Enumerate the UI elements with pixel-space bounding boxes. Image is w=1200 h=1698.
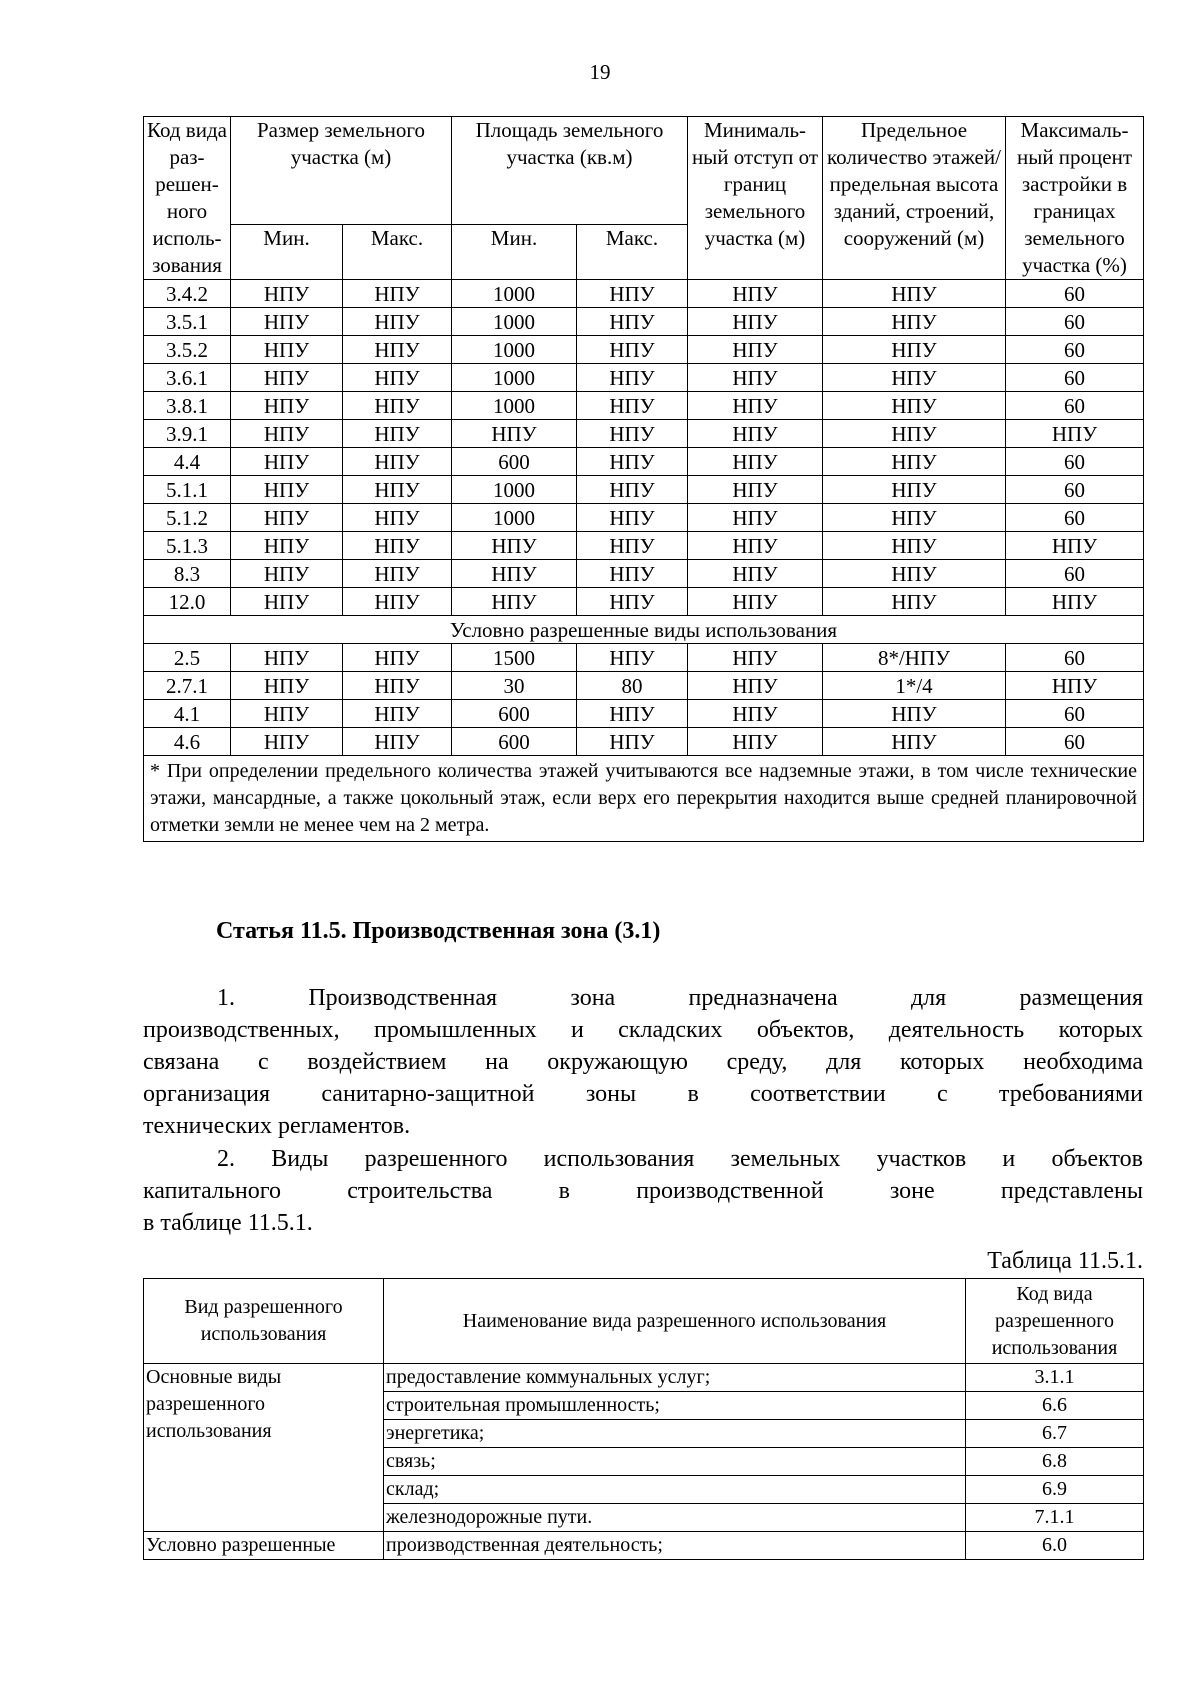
table1-conditional-rows [144,644,1144,756]
table-cell: 60 [1006,364,1144,392]
t2-header-kind: Вид разрешенного использования [144,1279,384,1364]
table-row [144,364,1144,392]
table-cell: НПУ [688,504,823,532]
paragraph-1-line-3: связана с воздействием на окружающую среду, для которых необходима [143,1049,1143,1075]
table-cell: НПУ [231,504,343,532]
table-cell: 60 [1006,644,1144,672]
table-cell: НПУ [688,392,823,420]
table-cell: НПУ [343,532,452,560]
table-cell: 60 [1006,728,1144,756]
table-cell: НПУ [1006,532,1144,560]
table-cell: НПУ [231,476,343,504]
table-cell: 5.1.3 [144,532,231,560]
table-cell: 1000 [452,392,577,420]
table-cell: НПУ [231,644,343,672]
table-cell: НПУ [823,728,1006,756]
table-row [144,532,1144,560]
table-cell: НПУ [577,364,688,392]
table-cell: 4.4 [144,448,231,476]
use-code: 7.1.1 [966,1504,1144,1532]
table-cell: НПУ [688,280,823,308]
paragraph-2-line-2: капитального строительства в производственной зоне представлены [143,1178,1143,1204]
header-plot-size: Размер земельного участка (м) [231,117,452,225]
use-code: 6.0 [966,1532,1144,1560]
table-cell: 8.3 [144,560,231,588]
table-cell: НПУ [688,364,823,392]
table-cell: НПУ [231,364,343,392]
table-cell: 60 [1006,504,1144,532]
table-cell: НПУ [231,560,343,588]
table-row [144,700,1144,728]
table-row [144,336,1144,364]
table-cell: НПУ [577,560,688,588]
table-cell: НПУ [343,420,452,448]
table-cell: НПУ [343,672,452,700]
table-cell: НПУ [688,728,823,756]
header-size-min: Мин. [231,225,343,280]
t2-header-name: Наименование вида разрешенного использования [384,1279,966,1364]
table-cell: НПУ [823,364,1006,392]
table-cell: НПУ [343,476,452,504]
use-name: связь; [384,1448,966,1476]
table-row [144,504,1144,532]
table-row [144,448,1144,476]
conditional-section-label: Условно разрешенные виды использования [144,616,1144,644]
use-code: 3.1.1 [966,1364,1144,1392]
header-size-max: Макс. [343,225,452,280]
table-cell: 1000 [452,308,577,336]
header-area-max: Макс. [577,225,688,280]
group-label: Основные виды разрешенного использования [144,1364,384,1532]
table-cell: НПУ [688,560,823,588]
table-cell: НПУ [823,476,1006,504]
table-cell: 1000 [452,280,577,308]
article-heading: Статья 11.5. Производственная зона (3.1) [216,918,661,944]
table-cell: 12.0 [144,588,231,616]
table-cell: 3.5.2 [144,336,231,364]
table-cell: НПУ [577,336,688,364]
table2-caption: Таблица 11.5.1. [987,1248,1143,1274]
table-row [144,280,1144,308]
table-cell: НПУ [823,420,1006,448]
table-cell: НПУ [688,308,823,336]
table-cell: НПУ [823,280,1006,308]
table-cell: 5.1.2 [144,504,231,532]
table-cell: НПУ [577,448,688,476]
use-code: 6.8 [966,1448,1144,1476]
table-row [144,392,1144,420]
table-cell: НПУ [231,448,343,476]
table-cell: 60 [1006,336,1144,364]
group-label: Условно разрешенные [144,1532,384,1560]
table-cell: НПУ [688,336,823,364]
permitted-use-table [143,1278,1144,1560]
table-cell: НПУ [823,588,1006,616]
table-cell: 1000 [452,504,577,532]
table-row [144,728,1144,756]
table-cell: НПУ [343,364,452,392]
table-cell: 3.8.1 [144,392,231,420]
use-name: железнодорожные пути. [384,1504,966,1532]
table-cell: 1500 [452,644,577,672]
table-row [144,1364,1144,1392]
table-cell: 3.5.1 [144,308,231,336]
table-cell: НПУ [343,700,452,728]
use-code: 6.6 [966,1392,1144,1420]
header-code: Код вида раз-решен-ного исполь-зования [144,117,231,280]
table-cell: НПУ [823,392,1006,420]
table-cell: 600 [452,448,577,476]
paragraph-1-line-2: производственных, промышленных и складских объектов, деятельность которых [143,1017,1143,1043]
land-parameters-table [143,116,1144,842]
table-row [144,672,1144,700]
table-cell: НПУ [1006,672,1144,700]
table-cell: 1*/4 [823,672,1006,700]
table-cell: НПУ [577,588,688,616]
table-cell: 4.1 [144,700,231,728]
use-name: энергетика; [384,1420,966,1448]
table-cell: 60 [1006,700,1144,728]
t2-header-code: Код вида разрешенного использования [966,1279,1144,1364]
use-name: склад; [384,1476,966,1504]
header-area-min: Мин. [452,225,577,280]
table-cell: 3.6.1 [144,364,231,392]
paragraph-2-line-1: 2. Виды разрешенного использования земельных участков и объектов [217,1146,1143,1172]
header-floors: Предельное количество этажей/ предельная высота зданий, строений, сооружений (м) [823,117,1006,280]
table-cell: НПУ [823,560,1006,588]
table-cell: НПУ [688,420,823,448]
use-name: производственная деятельность; [384,1532,966,1560]
table-cell: НПУ [231,280,343,308]
table-cell: НПУ [577,392,688,420]
table-cell: 3.4.2 [144,280,231,308]
t2-conditional-rows [144,1532,1144,1560]
table-cell: НПУ [688,532,823,560]
header-percent: Максималь-ный процент застройки в границах земельного участка (%) [1006,117,1144,280]
table-cell: 4.6 [144,728,231,756]
table-row [144,308,1144,336]
table-cell: 3.9.1 [144,420,231,448]
table-cell: НПУ [343,448,452,476]
table-cell: НПУ [231,532,343,560]
table-cell: НПУ [452,588,577,616]
table-cell: НПУ [1006,420,1144,448]
table1-main-rows [144,280,1144,616]
table-cell: НПУ [823,532,1006,560]
use-name: строительная промышленность; [384,1392,966,1420]
table-cell: НПУ [577,280,688,308]
table-cell: НПУ [688,476,823,504]
page-number: 19 [589,60,611,84]
table-cell: НПУ [688,588,823,616]
table-cell: НПУ [231,672,343,700]
table-cell: НПУ [231,420,343,448]
table-cell: НПУ [343,588,452,616]
table-cell: 30 [452,672,577,700]
paragraph-2-line-3: в таблице 11.5.1. [143,1210,313,1236]
table-cell: 1000 [452,476,577,504]
table-row [144,588,1144,616]
table-cell: НПУ [231,700,343,728]
table-cell: НПУ [343,308,452,336]
table-cell: 5.1.1 [144,476,231,504]
table-row [144,420,1144,448]
paragraph-1-line-5: технических регламентов. [143,1113,411,1139]
table-cell: 1000 [452,364,577,392]
table-cell: НПУ [823,504,1006,532]
table-cell: НПУ [343,560,452,588]
header-plot-area: Площадь земельного участка (кв.м) [452,117,688,225]
t2-main-rows [144,1364,1144,1532]
table-cell: НПУ [577,308,688,336]
table-cell: НПУ [688,448,823,476]
table-cell: НПУ [688,644,823,672]
use-code: 6.7 [966,1420,1144,1448]
table-cell: НПУ [452,560,577,588]
table-cell: НПУ [577,420,688,448]
table-cell: НПУ [231,392,343,420]
table-cell: 60 [1006,280,1144,308]
paragraph-1-line-4: организация санитарно-защитной зоны в соответствии с требованиями [143,1081,1143,1107]
table-cell: НПУ [343,280,452,308]
table-cell: 60 [1006,560,1144,588]
table-row [144,644,1144,672]
table-cell: НПУ [577,476,688,504]
table-cell: НПУ [231,588,343,616]
table-cell: 2.5 [144,644,231,672]
table-cell: НПУ [343,336,452,364]
table-cell: 1000 [452,336,577,364]
table-cell: 600 [452,728,577,756]
table-cell: НПУ [452,532,577,560]
table-cell: НПУ [231,728,343,756]
table-cell: 60 [1006,392,1144,420]
table-cell: 60 [1006,308,1144,336]
table-cell: НПУ [577,532,688,560]
table-cell: НПУ [231,308,343,336]
table-cell: НПУ [577,644,688,672]
table-cell: НПУ [577,504,688,532]
table-cell: 80 [577,672,688,700]
table-cell: НПУ [823,308,1006,336]
table-cell: НПУ [231,336,343,364]
table-cell: НПУ [452,420,577,448]
table-cell: НПУ [577,700,688,728]
table-cell: НПУ [343,644,452,672]
table-cell: НПУ [577,728,688,756]
table-cell: 2.7.1 [144,672,231,700]
table-row [144,1532,1144,1560]
paragraph-1-line-1: 1. Производственная зона предназначена для размещения [217,985,1143,1011]
table-cell: НПУ [343,504,452,532]
table-cell: 8*/НПУ [823,644,1006,672]
table-cell: НПУ [823,700,1006,728]
table-cell: НПУ [823,448,1006,476]
use-name: предоставление коммунальных услуг; [384,1364,966,1392]
table1-footnote: * При определении предельного количества этажей учитываются все надземные этажи, в том числе технические этажи, мансардные, а также цокольный этаж, если верх его перекрытия находится выше средней планировочной отметки земли не менее чем на 2 метра. [144,756,1144,842]
table-cell: НПУ [1006,588,1144,616]
table-row [144,560,1144,588]
use-code: 6.9 [966,1476,1144,1504]
table-cell: 60 [1006,476,1144,504]
table-row [144,476,1144,504]
table-cell: НПУ [688,700,823,728]
table-cell: 60 [1006,448,1144,476]
table-cell: 600 [452,700,577,728]
table-cell: НПУ [688,672,823,700]
table-cell: НПУ [823,336,1006,364]
table-cell: НПУ [343,392,452,420]
table-cell: НПУ [343,728,452,756]
header-indent: Минималь-ный отступ от границ земельного участка (м) [688,117,823,280]
